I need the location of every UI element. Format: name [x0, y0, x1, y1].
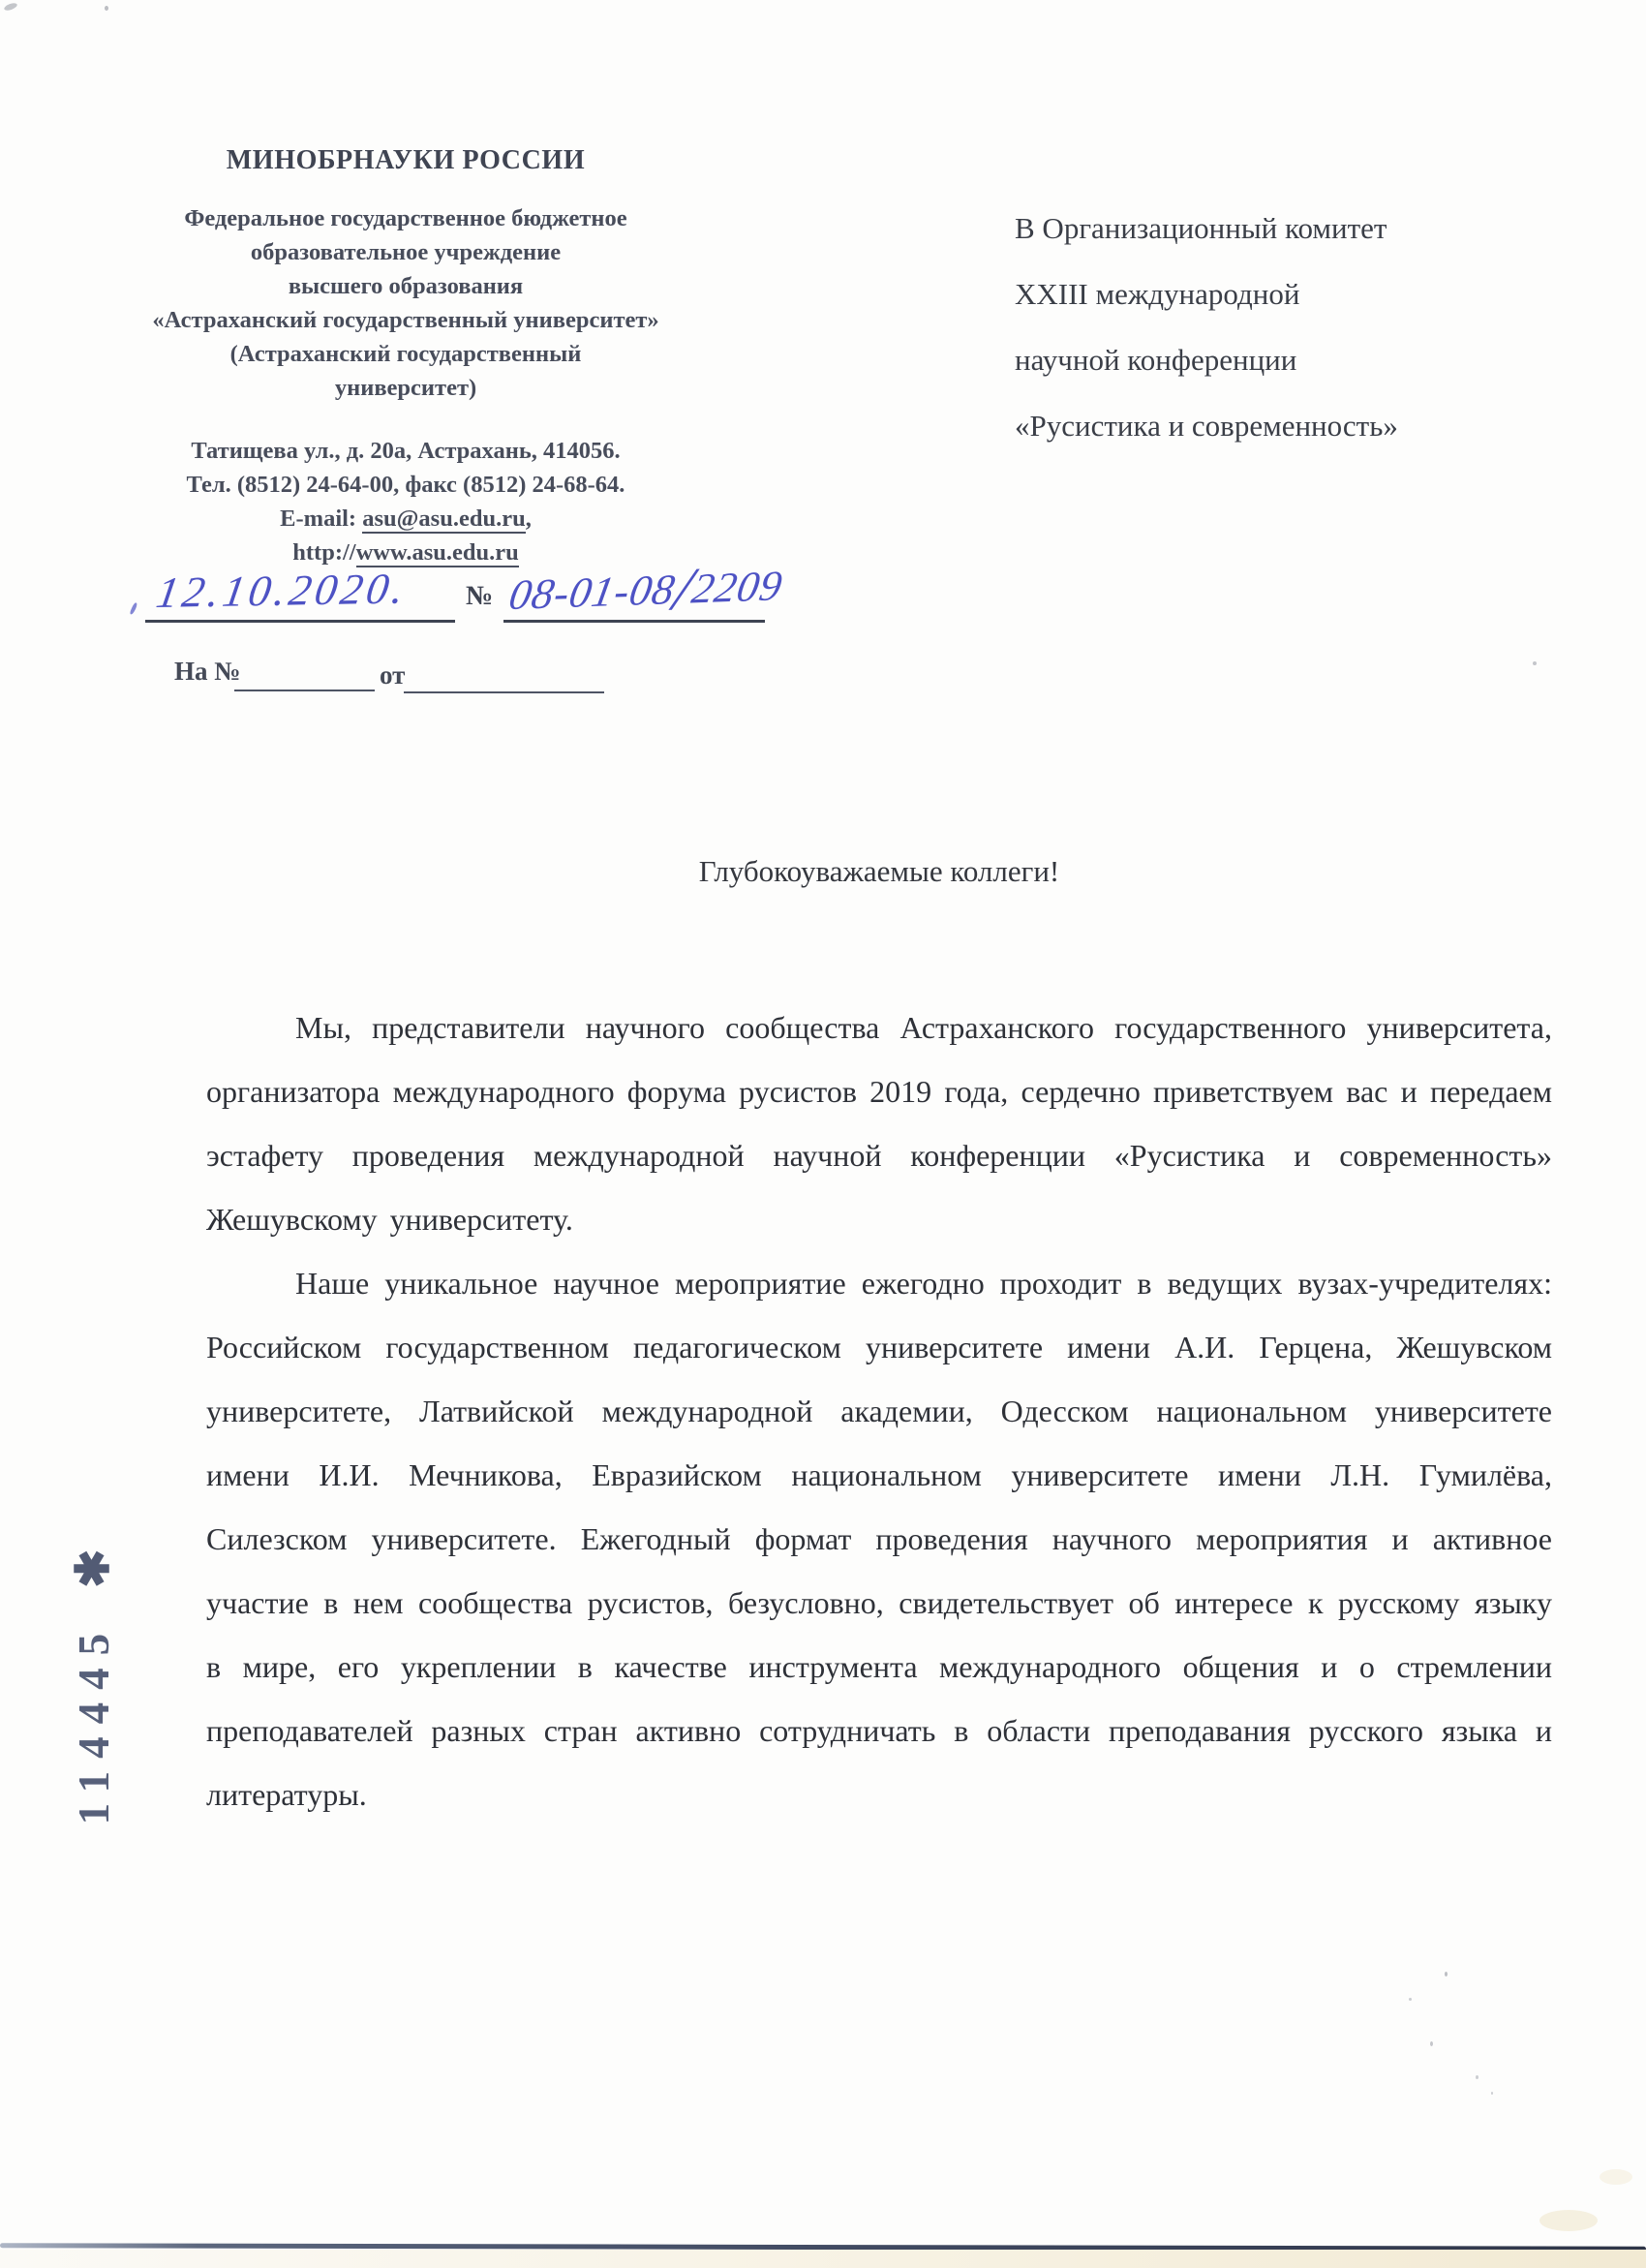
org-name-line: (Астраханский государственный — [229, 341, 582, 367]
scan-speck — [105, 6, 108, 11]
number-second-part: 2209 — [688, 562, 787, 613]
email-comma: , — [525, 506, 532, 532]
scan-speck — [1533, 661, 1537, 665]
org-name-line: образовательное учреждение — [250, 239, 562, 265]
blank-date-line — [404, 691, 604, 693]
email-line — [124, 502, 687, 536]
recipient-line: научной конференции — [1015, 343, 1297, 377]
scan-speck — [1409, 1998, 1412, 2001]
recipient-block — [1015, 196, 1557, 459]
scan-speck — [1476, 2075, 1478, 2079]
handwritten-date: 12.10.2020. — [153, 564, 412, 618]
na-no-label: На № — [174, 657, 241, 686]
postal-address: Татищева ул., д. 20а, Астрахань, 414056. — [191, 438, 621, 464]
url-prefix: http:// — [292, 539, 356, 566]
body-paragraph-1: Мы, представители научного сообщества Астраханского государственного университета, организатора международного форума русистов 2019 года, сердечно приветствуем вас и передаем эстафету проведения международной научной конференции «Русистика и современность» Жешувскому университету. — [206, 1010, 1552, 1237]
email-address: asu@asu.edu.ru — [362, 506, 526, 532]
ot-label: от — [380, 660, 406, 690]
outgoing-date-field — [145, 560, 455, 623]
phone-fax: Тел. (8512) 24-64-00, факс (8512) 24-68-64. — [186, 472, 625, 498]
org-name-line: высшего образования — [288, 273, 524, 299]
number-slash: / — [668, 556, 699, 624]
contact-block — [124, 434, 687, 569]
recipient-line: XXIII международной — [1015, 277, 1300, 311]
stamp-number: 114445 — [70, 1620, 118, 1825]
letter-body — [206, 996, 1552, 1826]
scan-speck — [3, 2, 17, 12]
org-name-line: «Астраханский государственный университет» — [152, 307, 659, 333]
scan-smudge — [1539, 2210, 1598, 2231]
scan-speck — [1445, 1972, 1448, 1977]
asterisk-icon: ✱ — [68, 1548, 119, 1588]
scan-background-strip — [0, 2250, 1646, 2268]
number-sign: № — [466, 581, 494, 611]
pen-mark — [130, 602, 138, 616]
blank-number-line — [234, 690, 375, 691]
org-name-line: Федеральное государственное бюджетное — [184, 205, 627, 231]
salutation: Глубокоуважаемые коллеги! — [698, 854, 1060, 888]
scan-smudge — [1600, 2169, 1632, 2185]
outgoing-number-field — [503, 556, 787, 624]
sender-letterhead — [124, 145, 687, 569]
recipient-line: «Русистика и современность» — [1015, 409, 1398, 443]
registration-stamp-vertical — [66, 1549, 120, 1825]
handwritten-number — [505, 556, 787, 624]
ministry-title: МИНОБРНАУКИ РОССИИ — [226, 145, 586, 175]
recipient-line: В Организационный комитет — [1015, 211, 1387, 245]
scan-speck — [1491, 2092, 1493, 2095]
email-label: E-mail: — [280, 506, 363, 532]
org-name-line: университет) — [334, 375, 477, 401]
number-first-part: 08-01-08 — [505, 566, 680, 620]
scan-speck — [1430, 2041, 1433, 2046]
website-url: www.asu.edu.ru — [355, 539, 519, 566]
body-paragraph-2: Наше уникальное научное мероприятие ежегодно проходит в ведущих вузах-учредителях: Российском государственном педагогическом университете имени А.И. Герцена, Жешувском университете, Латвийской международной академии, Одесском национальном университете имени И.И. Мечникова, Евразийском национальном университете имени Л.Н. Гумилёва, Силезском университете. Ежегодный формат проведения научного мероприятия и активное участие в нем сообщества русистов, безусловно, свидетельствует об интересе к русскому языку в мире, его укреплении в качестве инструмента международного общения и о стремлении преподавателей разных стран активно сотрудничать в области преподавания русского языка и литературы. — [206, 1266, 1552, 1812]
